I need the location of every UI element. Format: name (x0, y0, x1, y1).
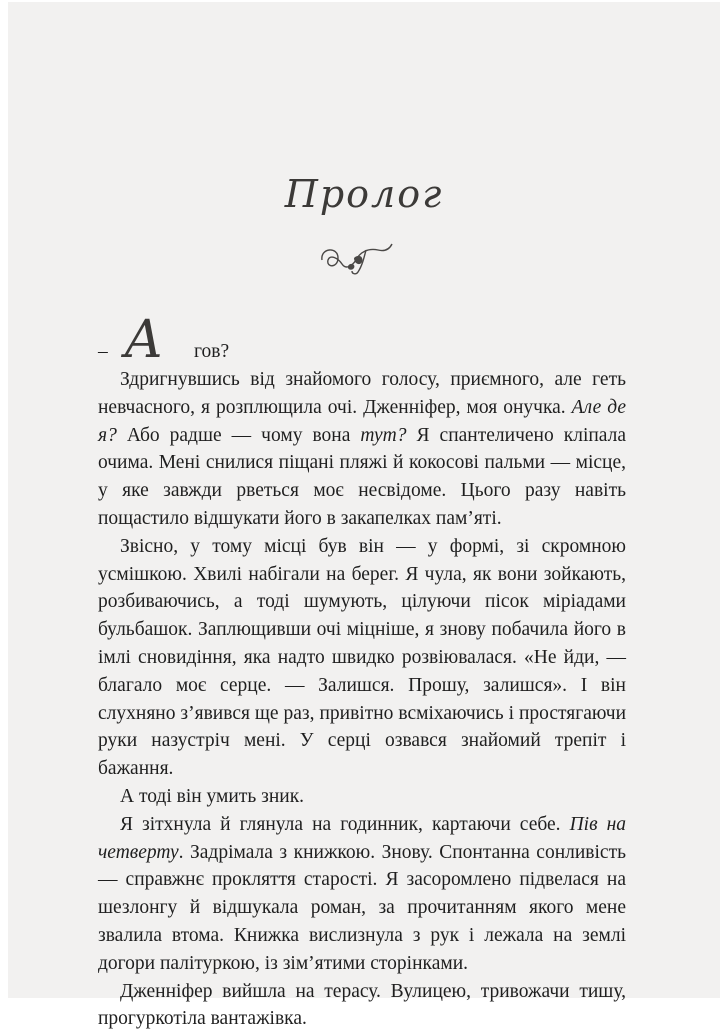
paragraph-text: Я зітхнула й глянула на годинник, картаючи себе. (120, 813, 570, 835)
paragraph-text: Або радше — чому вона (116, 424, 361, 446)
paragraph (98, 783, 626, 811)
opening-text: гов? (194, 341, 230, 362)
chapter-body (98, 310, 627, 1033)
paragraph (98, 811, 626, 978)
paragraph-text: Здригнувшись від знайомого голосу, приємного, але геть невчасного, я розплющила очі. Дженніфер, моя онучка. (98, 369, 626, 418)
paragraph-text: Дженніфер вийшла на терасу. Вулицею, тривожачи тишу, прогуркотіла вантажівка. (98, 980, 626, 1030)
paragraphs (98, 366, 626, 1033)
paragraph (98, 978, 626, 1033)
book-page (8, 2, 720, 1030)
paragraph-text: Я спантеличено кліпала очима. Мені снилися піщані пляжі й кокосові пальми — місце, у яке завжди рветься моє несвідоме. Цього разу навіть пощастило відшукати його в закапелках пам’яті. (98, 424, 627, 529)
italic-text: Але де я? (98, 396, 626, 446)
flourish-ornament-icon (316, 238, 396, 278)
dialogue-dash: – (98, 341, 108, 362)
paragraph (98, 533, 626, 783)
paragraph-text: . Задрімала з книжкою. Знову. Спонтанна сонливість — справжнє прокляття старості. Я засоромлено підвелася на шезлонгу й відшукала роман, за прочитанням якого мене звалила втома. Книжка вислизнула з рук і лежала на землі догори палітуркою, із зім’ятими сторінками. (98, 841, 626, 974)
paragraph-text: А тоді він умить зник. (120, 785, 305, 807)
italic-text: тут? (360, 424, 407, 446)
paragraph (98, 366, 626, 533)
paragraph-text: Звісно, у тому місці був він — у формі, зі скромною усмішкою. Хвилі набігали на берег. Я чула, як вони зойкають, розбиваючись, а тоді шумують, цілуючи пісок міріадами бульбашок. Заплющивши очі міцніше, я знову побачила його в імлі сновидіння, яка надто швидко розвіювалася. «Не йди, — благало моє серце. — Залишся. Прошу, залишся». І він слухняно з’явився ще раз, привітно всміхаючись і простягаючи руки назустріч мені. У серці озвався знайомий трепіт і бажання. (98, 535, 626, 780)
drop-cap: А (124, 310, 164, 370)
opening-line (98, 310, 626, 370)
italic-text: Пів на четверту (98, 813, 626, 863)
chapter-title: Пролог (284, 172, 444, 216)
